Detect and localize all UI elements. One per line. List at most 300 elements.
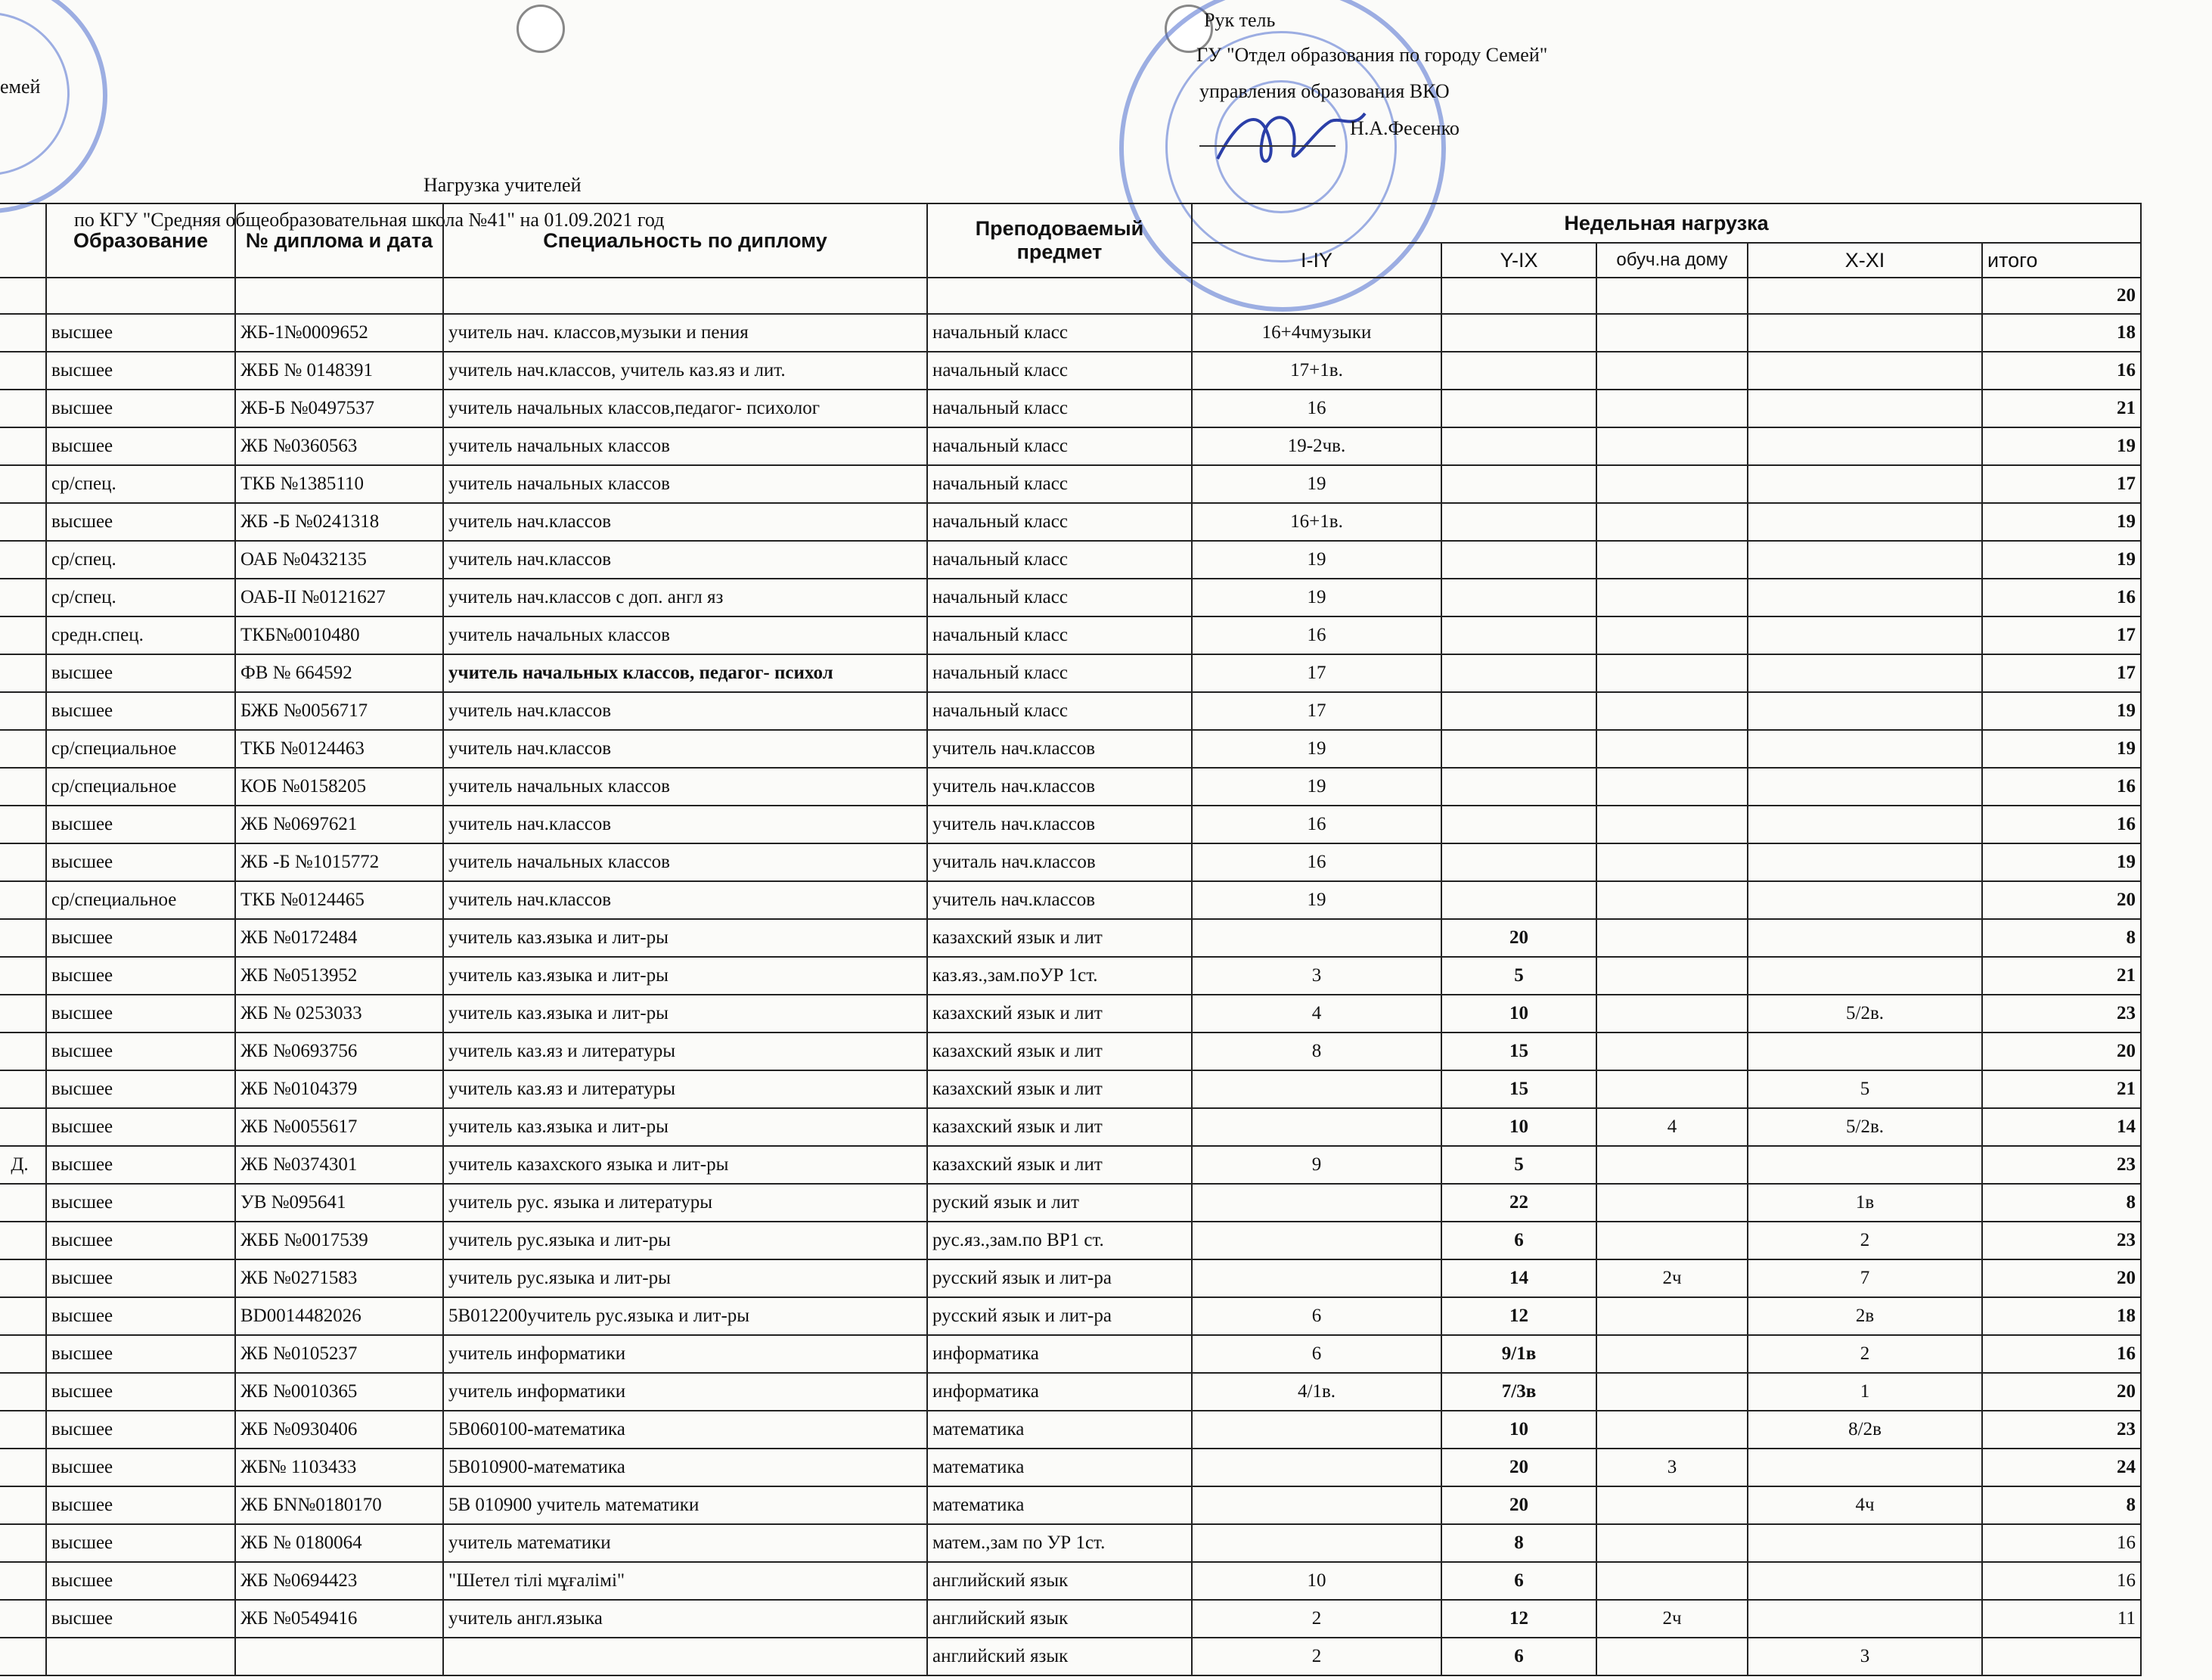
grades-1-4-cell: 19-2чв. [1192, 427, 1441, 465]
home-schooling-cell: 4 [1596, 1108, 1748, 1146]
grades-10-11-cell [1748, 1449, 1982, 1486]
total-cell: 24 [1982, 1449, 2141, 1486]
home-schooling-cell [1596, 427, 1748, 465]
diploma-cell: ЖБ №0513952 [235, 957, 443, 995]
grades-5-9-cell [1441, 806, 1596, 843]
diploma-cell: ЖБ №0104379 [235, 1070, 443, 1108]
grades-1-4-cell: 16+1в. [1192, 503, 1441, 541]
home-schooling-cell [1596, 352, 1748, 390]
subject-cell: каз.яз.,зам.поУР 1ст. [927, 957, 1192, 995]
diploma-cell: ОАБ №0432135 [235, 541, 443, 579]
grades-1-4-cell: 2 [1192, 1638, 1441, 1675]
total-cell: 17 [1982, 465, 2141, 503]
grades-1-4-cell: 4/1в. [1192, 1373, 1441, 1411]
row-prefix [0, 1373, 46, 1411]
row-prefix [0, 541, 46, 579]
grades-5-9-cell [1441, 427, 1596, 465]
home-schooling-cell [1596, 768, 1748, 806]
grades-1-4-cell [1192, 1184, 1441, 1222]
signature-line [1199, 145, 1336, 147]
document-title: Нагрузка учителей [423, 174, 582, 196]
specialty-cell: "Шетел тілі мұғалімі" [443, 1562, 927, 1600]
row-prefix [0, 1070, 46, 1108]
grades-1-4-cell: 16+4чмузыки [1192, 314, 1441, 352]
diploma-cell: ЖББ № 0148391 [235, 352, 443, 390]
grades-5-9-cell [1441, 503, 1596, 541]
total-cell: 20 [1982, 881, 2141, 919]
grades-1-4-cell: 17 [1192, 692, 1441, 730]
education-cell: высшее [46, 843, 235, 881]
subject-cell: учитель нач.классов [927, 730, 1192, 768]
row-prefix [0, 692, 46, 730]
grades-1-4-cell [1192, 1411, 1441, 1449]
grades-1-4-cell: 17+1в. [1192, 352, 1441, 390]
grades-5-9-cell: 10 [1441, 995, 1596, 1033]
grades-1-4-cell: 19 [1192, 579, 1441, 616]
row-prefix [0, 881, 46, 919]
row-prefix [0, 390, 46, 427]
grades-10-11-cell [1748, 314, 1982, 352]
grades-10-11-cell [1748, 730, 1982, 768]
grades-10-11-cell: 2в [1748, 1297, 1982, 1335]
row-prefix [0, 1108, 46, 1146]
specialty-cell: учитель нач.классов [443, 503, 927, 541]
row-prefix [0, 957, 46, 995]
specialty-cell: 5В 010900 учитель математики [443, 1486, 927, 1524]
specialty-cell: учитель начальных классов, педагог- психол [443, 654, 927, 692]
education-cell: ср/специальное [46, 730, 235, 768]
row-prefix [0, 1259, 46, 1297]
grades-5-9-cell: 6 [1441, 1562, 1596, 1600]
row-prefix [0, 1562, 46, 1600]
table-row [0, 1486, 2141, 1524]
diploma-cell: ЖБ №0697621 [235, 806, 443, 843]
row-prefix [0, 843, 46, 881]
table-row [0, 616, 2141, 654]
total-cell: 16 [1982, 1524, 2141, 1562]
grades-10-11-cell: 1 [1748, 1373, 1982, 1411]
education-cell: ср/специальное [46, 881, 235, 919]
grades-5-9-cell: 12 [1441, 1600, 1596, 1638]
grades-10-11-cell: 4ч [1748, 1486, 1982, 1524]
home-schooling-cell [1596, 730, 1748, 768]
specialty-cell: учитель информатики [443, 1373, 927, 1411]
diploma-cell: ТКБ№0010480 [235, 616, 443, 654]
home-schooling-cell [1596, 1033, 1748, 1070]
subject-cell: начальный класс [927, 616, 1192, 654]
grades-10-11-cell [1748, 1524, 1982, 1562]
grades-10-11-cell [1748, 503, 1982, 541]
total-cell: 23 [1982, 995, 2141, 1033]
row-prefix [0, 919, 46, 957]
header-grades-1-4: I-IY [1192, 243, 1441, 278]
education-cell: высшее [46, 957, 235, 995]
education-cell: высшее [46, 1146, 235, 1184]
subject-cell: математика [927, 1449, 1192, 1486]
education-cell: высшее [46, 1449, 235, 1486]
diploma-cell: ТКБ №0124465 [235, 881, 443, 919]
grades-5-9-cell [1441, 843, 1596, 881]
diploma-cell: ТКБ №0124463 [235, 730, 443, 768]
table-row [0, 1184, 2141, 1222]
total-cell [1982, 1638, 2141, 1675]
diploma-cell: ОАБ-II №0121627 [235, 579, 443, 616]
home-schooling-cell [1596, 1524, 1748, 1562]
grades-5-9-cell [1441, 352, 1596, 390]
header-total: итого [1982, 243, 2141, 278]
subject-cell: матем.,зам по УР 1ст. [927, 1524, 1192, 1562]
diploma-cell: ЖБ №0693756 [235, 1033, 443, 1070]
grades-10-11-cell [1748, 616, 1982, 654]
table-row [0, 1562, 2141, 1600]
row-prefix [0, 1486, 46, 1524]
table-row [0, 995, 2141, 1033]
education-cell: высшее [46, 1486, 235, 1524]
grades-1-4-cell: 9 [1192, 1146, 1441, 1184]
specialty-cell: учитель начальных классов [443, 768, 927, 806]
subject-cell: учитель нач.классов [927, 768, 1192, 806]
grades-10-11-cell: 5/2в. [1748, 1108, 1982, 1146]
diploma-cell: ЖБ № 0253033 [235, 995, 443, 1033]
education-cell [46, 1638, 235, 1675]
row-prefix [0, 314, 46, 352]
education-cell: высшее [46, 1524, 235, 1562]
specialty-cell: учитель информатики [443, 1335, 927, 1373]
grades-1-4-cell: 4 [1192, 995, 1441, 1033]
approval-org: ГУ "Отдел образования по городу Семей" [1196, 44, 1548, 66]
table-row [0, 730, 2141, 768]
row-prefix [0, 1411, 46, 1449]
grades-5-9-cell: 22 [1441, 1184, 1596, 1222]
diploma-cell: ЖБ №0549416 [235, 1600, 443, 1638]
subject-cell: казахский язык и лит [927, 995, 1192, 1033]
diploma-cell: УВ №095641 [235, 1184, 443, 1222]
education-cell: ср/специальное [46, 768, 235, 806]
specialty-cell: учитель рус.языка и лит-ры [443, 1222, 927, 1259]
total-cell: 17 [1982, 654, 2141, 692]
education-cell: высшее [46, 1373, 235, 1411]
education-cell: ср/спец. [46, 541, 235, 579]
punch-hole-left [517, 5, 565, 53]
grades-10-11-cell: 2 [1748, 1335, 1982, 1373]
specialty-cell: учитель каз.яз и литературы [443, 1070, 927, 1108]
grades-5-9-cell [1441, 579, 1596, 616]
row-prefix [0, 1600, 46, 1638]
education-cell: высшее [46, 692, 235, 730]
subject-cell: руский язык и лит [927, 1184, 1192, 1222]
grades-1-4-cell [1192, 919, 1441, 957]
total-cell: 19 [1982, 843, 2141, 881]
grades-10-11-cell [1748, 843, 1982, 881]
table-row [0, 314, 2141, 352]
total-cell: 8 [1982, 1486, 2141, 1524]
header-home-schooling: обуч.на дому [1596, 243, 1748, 278]
row-prefix [0, 1033, 46, 1070]
table-row [0, 654, 2141, 692]
home-schooling-cell [1596, 692, 1748, 730]
specialty-cell: 5B060100-математика [443, 1411, 927, 1449]
specialty-cell: учитель нач.классов с доп. англ яз [443, 579, 927, 616]
subject-cell: начальный класс [927, 465, 1192, 503]
diploma-cell: ТКБ №1385110 [235, 465, 443, 503]
grades-5-9-cell: 8 [1441, 1524, 1596, 1562]
total-cell: 19 [1982, 427, 2141, 465]
home-schooling-cell [1596, 541, 1748, 579]
grades-1-4-cell: 10 [1192, 1562, 1441, 1600]
home-schooling-cell [1596, 465, 1748, 503]
total-cell: 16 [1982, 806, 2141, 843]
diploma-cell: ЖБ-Б №0497537 [235, 390, 443, 427]
total-cell: 14 [1982, 1108, 2141, 1146]
grades-1-4-cell: 6 [1192, 1297, 1441, 1335]
grades-5-9-cell [1441, 654, 1596, 692]
specialty-cell: учитель казахского языка и лит-ры [443, 1146, 927, 1184]
specialty-cell: учитель нач.классов [443, 806, 927, 843]
total-cell: 19 [1982, 692, 2141, 730]
home-schooling-cell [1596, 1070, 1748, 1108]
row-prefix [0, 654, 46, 692]
grades-1-4-cell [1192, 1070, 1441, 1108]
total-cell: 21 [1982, 1070, 2141, 1108]
grades-10-11-cell [1748, 768, 1982, 806]
grades-1-4-cell [1192, 1524, 1441, 1562]
total-cell: 19 [1982, 503, 2141, 541]
header-cut [0, 203, 46, 278]
education-cell: средн.спец. [46, 616, 235, 654]
total-cell: 17 [1982, 616, 2141, 654]
home-schooling-cell [1596, 390, 1748, 427]
home-schooling-cell [1596, 616, 1748, 654]
diploma-cell: ЖБ -Б №1015772 [235, 843, 443, 881]
grades-10-11-cell: 5 [1748, 1070, 1982, 1108]
home-schooling-cell [1596, 1335, 1748, 1373]
diploma-cell: ЖББ №0017539 [235, 1222, 443, 1259]
grades-5-9-cell [1441, 616, 1596, 654]
table-row [0, 768, 2141, 806]
grades-5-9-cell [1441, 730, 1596, 768]
grades-5-9-cell [1441, 881, 1596, 919]
grades-1-4-cell: 19 [1192, 881, 1441, 919]
grades-10-11-cell [1748, 1562, 1982, 1600]
approval-dept: управления образования ВКО [1199, 80, 1450, 102]
diploma-cell: ЖБ № 0180064 [235, 1524, 443, 1562]
row-prefix [0, 579, 46, 616]
table-row [0, 503, 2141, 541]
grades-5-9-cell: 15 [1441, 1033, 1596, 1070]
table-row [0, 1373, 2141, 1411]
total-cell: 16 [1982, 579, 2141, 616]
subject-cell: учиталь нач.классов [927, 843, 1192, 881]
education-cell: высшее [46, 503, 235, 541]
education-cell: высшее [46, 1411, 235, 1449]
subject-cell: английский язык [927, 1638, 1192, 1675]
total-cell: 21 [1982, 957, 2141, 995]
subject-cell: начальный класс [927, 692, 1192, 730]
grades-5-9-cell: 5 [1441, 1146, 1596, 1184]
grades-10-11-cell [1748, 654, 1982, 692]
table-row [0, 390, 2141, 427]
row-prefix [0, 503, 46, 541]
home-schooling-cell [1596, 881, 1748, 919]
total-cell: 23 [1982, 1222, 2141, 1259]
diploma-cell: ЖБ №0055617 [235, 1108, 443, 1146]
specialty-cell [443, 1638, 927, 1675]
education-cell: высшее [46, 806, 235, 843]
subject-cell: начальный класс [927, 352, 1192, 390]
grades-5-9-cell: 20 [1441, 1449, 1596, 1486]
grades-1-4-cell: 3 [1192, 957, 1441, 995]
subject-cell: учитель нач.классов [927, 806, 1192, 843]
total-cell: 21 [1982, 390, 2141, 427]
grades-5-9-cell: 6 [1441, 1638, 1596, 1675]
specialty-cell: учитель начальных классов [443, 427, 927, 465]
row-prefix [0, 768, 46, 806]
specialty-cell: учитель нач.классов [443, 692, 927, 730]
grades-5-9-cell: 20 [1441, 1486, 1596, 1524]
subject-cell: английский язык [927, 1600, 1192, 1638]
diploma-cell: ЖБ №0105237 [235, 1335, 443, 1373]
specialty-cell: учитель начальных классов [443, 616, 927, 654]
total-cell: 8 [1982, 919, 2141, 957]
total-cell: 16 [1982, 1335, 2141, 1373]
grades-1-4-cell: 19 [1192, 541, 1441, 579]
grades-10-11-cell [1748, 919, 1982, 957]
diploma-cell: ЖБ №0930406 [235, 1411, 443, 1449]
home-schooling-cell [1596, 806, 1748, 843]
specialty-cell: учитель начальных классов,педагог- психолог [443, 390, 927, 427]
education-cell: ср/спец. [46, 465, 235, 503]
grades-1-4-cell [1192, 1108, 1441, 1146]
table-row [0, 1259, 2141, 1297]
home-schooling-cell [1596, 1184, 1748, 1222]
table-row [0, 465, 2141, 503]
document-subtitle: по КГУ "Средняя общеобразовательная школа №41" на 01.09.2021 год [74, 209, 665, 231]
total-cell: 23 [1982, 1411, 2141, 1449]
diploma-cell: BD0014482026 [235, 1297, 443, 1335]
grades-1-4-cell [1192, 1486, 1441, 1524]
education-cell: высшее [46, 1070, 235, 1108]
subject-cell: казахский язык и лит [927, 1033, 1192, 1070]
specialty-cell: учитель математики [443, 1524, 927, 1562]
specialty-cell: учитель каз.языка и лит-ры [443, 995, 927, 1033]
grades-10-11-cell [1748, 541, 1982, 579]
grades-5-9-cell [1441, 692, 1596, 730]
grades-5-9-cell: 9/1в [1441, 1335, 1596, 1373]
row-prefix [0, 730, 46, 768]
signature [1210, 98, 1376, 182]
grades-10-11-cell [1748, 957, 1982, 995]
total-cell: 18 [1982, 1297, 2141, 1335]
specialty-cell: 5B010900-математика [443, 1449, 927, 1486]
table-row [0, 1108, 2141, 1146]
grades-10-11-cell [1748, 579, 1982, 616]
grades-5-9-cell: 5 [1441, 957, 1596, 995]
subject-cell: начальный класс [927, 390, 1192, 427]
header-diploma: № диплома и дата [235, 203, 443, 278]
table-row [0, 1335, 2141, 1373]
home-schooling-cell [1596, 1222, 1748, 1259]
approval-name: Н.А.Фесенко [1350, 117, 1460, 139]
specialty-cell: учитель нач.классов, учитель каз.яз и лит. [443, 352, 927, 390]
grades-1-4-cell [1192, 1449, 1441, 1486]
row-prefix [0, 1222, 46, 1259]
diploma-cell: ЖБ №0360563 [235, 427, 443, 465]
table-row [0, 1146, 2141, 1184]
diploma-cell: ЖБ БN№0180170 [235, 1486, 443, 1524]
total-cell: 18 [1982, 314, 2141, 352]
diploma-cell [235, 1638, 443, 1675]
education-cell: высшее [46, 1335, 235, 1373]
diploma-cell: ЖБ№ 1103433 [235, 1449, 443, 1486]
education-cell: высшее [46, 919, 235, 957]
table-row [0, 881, 2141, 919]
subject-cell: начальный класс [927, 503, 1192, 541]
row-prefix [0, 1524, 46, 1562]
grades-10-11-cell [1748, 692, 1982, 730]
grades-10-11-cell [1748, 1146, 1982, 1184]
grades-5-9-cell: 6 [1441, 1222, 1596, 1259]
home-schooling-cell [1596, 503, 1748, 541]
grades-5-9-cell: 12 [1441, 1297, 1596, 1335]
grades-10-11-cell: 3 [1748, 1638, 1982, 1675]
table-row [0, 1222, 2141, 1259]
subject-cell: казахский язык и лит [927, 1070, 1192, 1108]
education-cell: высшее [46, 1033, 235, 1070]
specialty-cell: учитель каз.языка и лит-ры [443, 1108, 927, 1146]
specialty-cell: учитель каз.языка и лит-ры [443, 957, 927, 995]
specialty-cell: учитель нач.классов [443, 881, 927, 919]
grades-10-11-cell: 8/2в [1748, 1411, 1982, 1449]
grades-10-11-cell [1748, 352, 1982, 390]
grades-10-11-cell [1748, 390, 1982, 427]
table-row [0, 541, 2141, 579]
row-prefix [0, 465, 46, 503]
diploma-cell: ЖБ №0374301 [235, 1146, 443, 1184]
grades-10-11-cell [1748, 806, 1982, 843]
total-cell: 19 [1982, 541, 2141, 579]
table-row [0, 1033, 2141, 1070]
total-cell: 19 [1982, 730, 2141, 768]
grades-10-11-cell: 7 [1748, 1259, 1982, 1297]
home-schooling-cell [1596, 654, 1748, 692]
grades-5-9-cell [1441, 314, 1596, 352]
grades-1-4-cell: 6 [1192, 1335, 1441, 1373]
grades-1-4-cell: 19 [1192, 768, 1441, 806]
grades-10-11-cell [1748, 1033, 1982, 1070]
table-row [0, 1297, 2141, 1335]
diploma-cell: ЖБ №0694423 [235, 1562, 443, 1600]
grades-1-4-cell: 17 [1192, 654, 1441, 692]
grades-5-9-cell: 10 [1441, 1411, 1596, 1449]
subject-cell: английский язык [927, 1562, 1192, 1600]
education-cell: высшее [46, 1297, 235, 1335]
grades-5-9-cell [1441, 390, 1596, 427]
education-cell: высшее [46, 1600, 235, 1638]
header-specialty: Специальность по диплому [443, 203, 927, 278]
header-grades-10-11: X-XI [1748, 243, 1982, 278]
education-cell: высшее [46, 1222, 235, 1259]
home-schooling-cell: 3 [1596, 1449, 1748, 1486]
table-row [0, 579, 2141, 616]
subject-cell: казахский язык и лит [927, 1108, 1192, 1146]
home-schooling-cell [1596, 1297, 1748, 1335]
home-schooling-cell [1596, 1562, 1748, 1600]
grades-1-4-cell [1192, 1222, 1441, 1259]
table-row [0, 1524, 2141, 1562]
row-prefix [0, 1638, 46, 1675]
header-left-fragment: емей [0, 76, 41, 98]
total-cell: 8 [1982, 1184, 2141, 1222]
